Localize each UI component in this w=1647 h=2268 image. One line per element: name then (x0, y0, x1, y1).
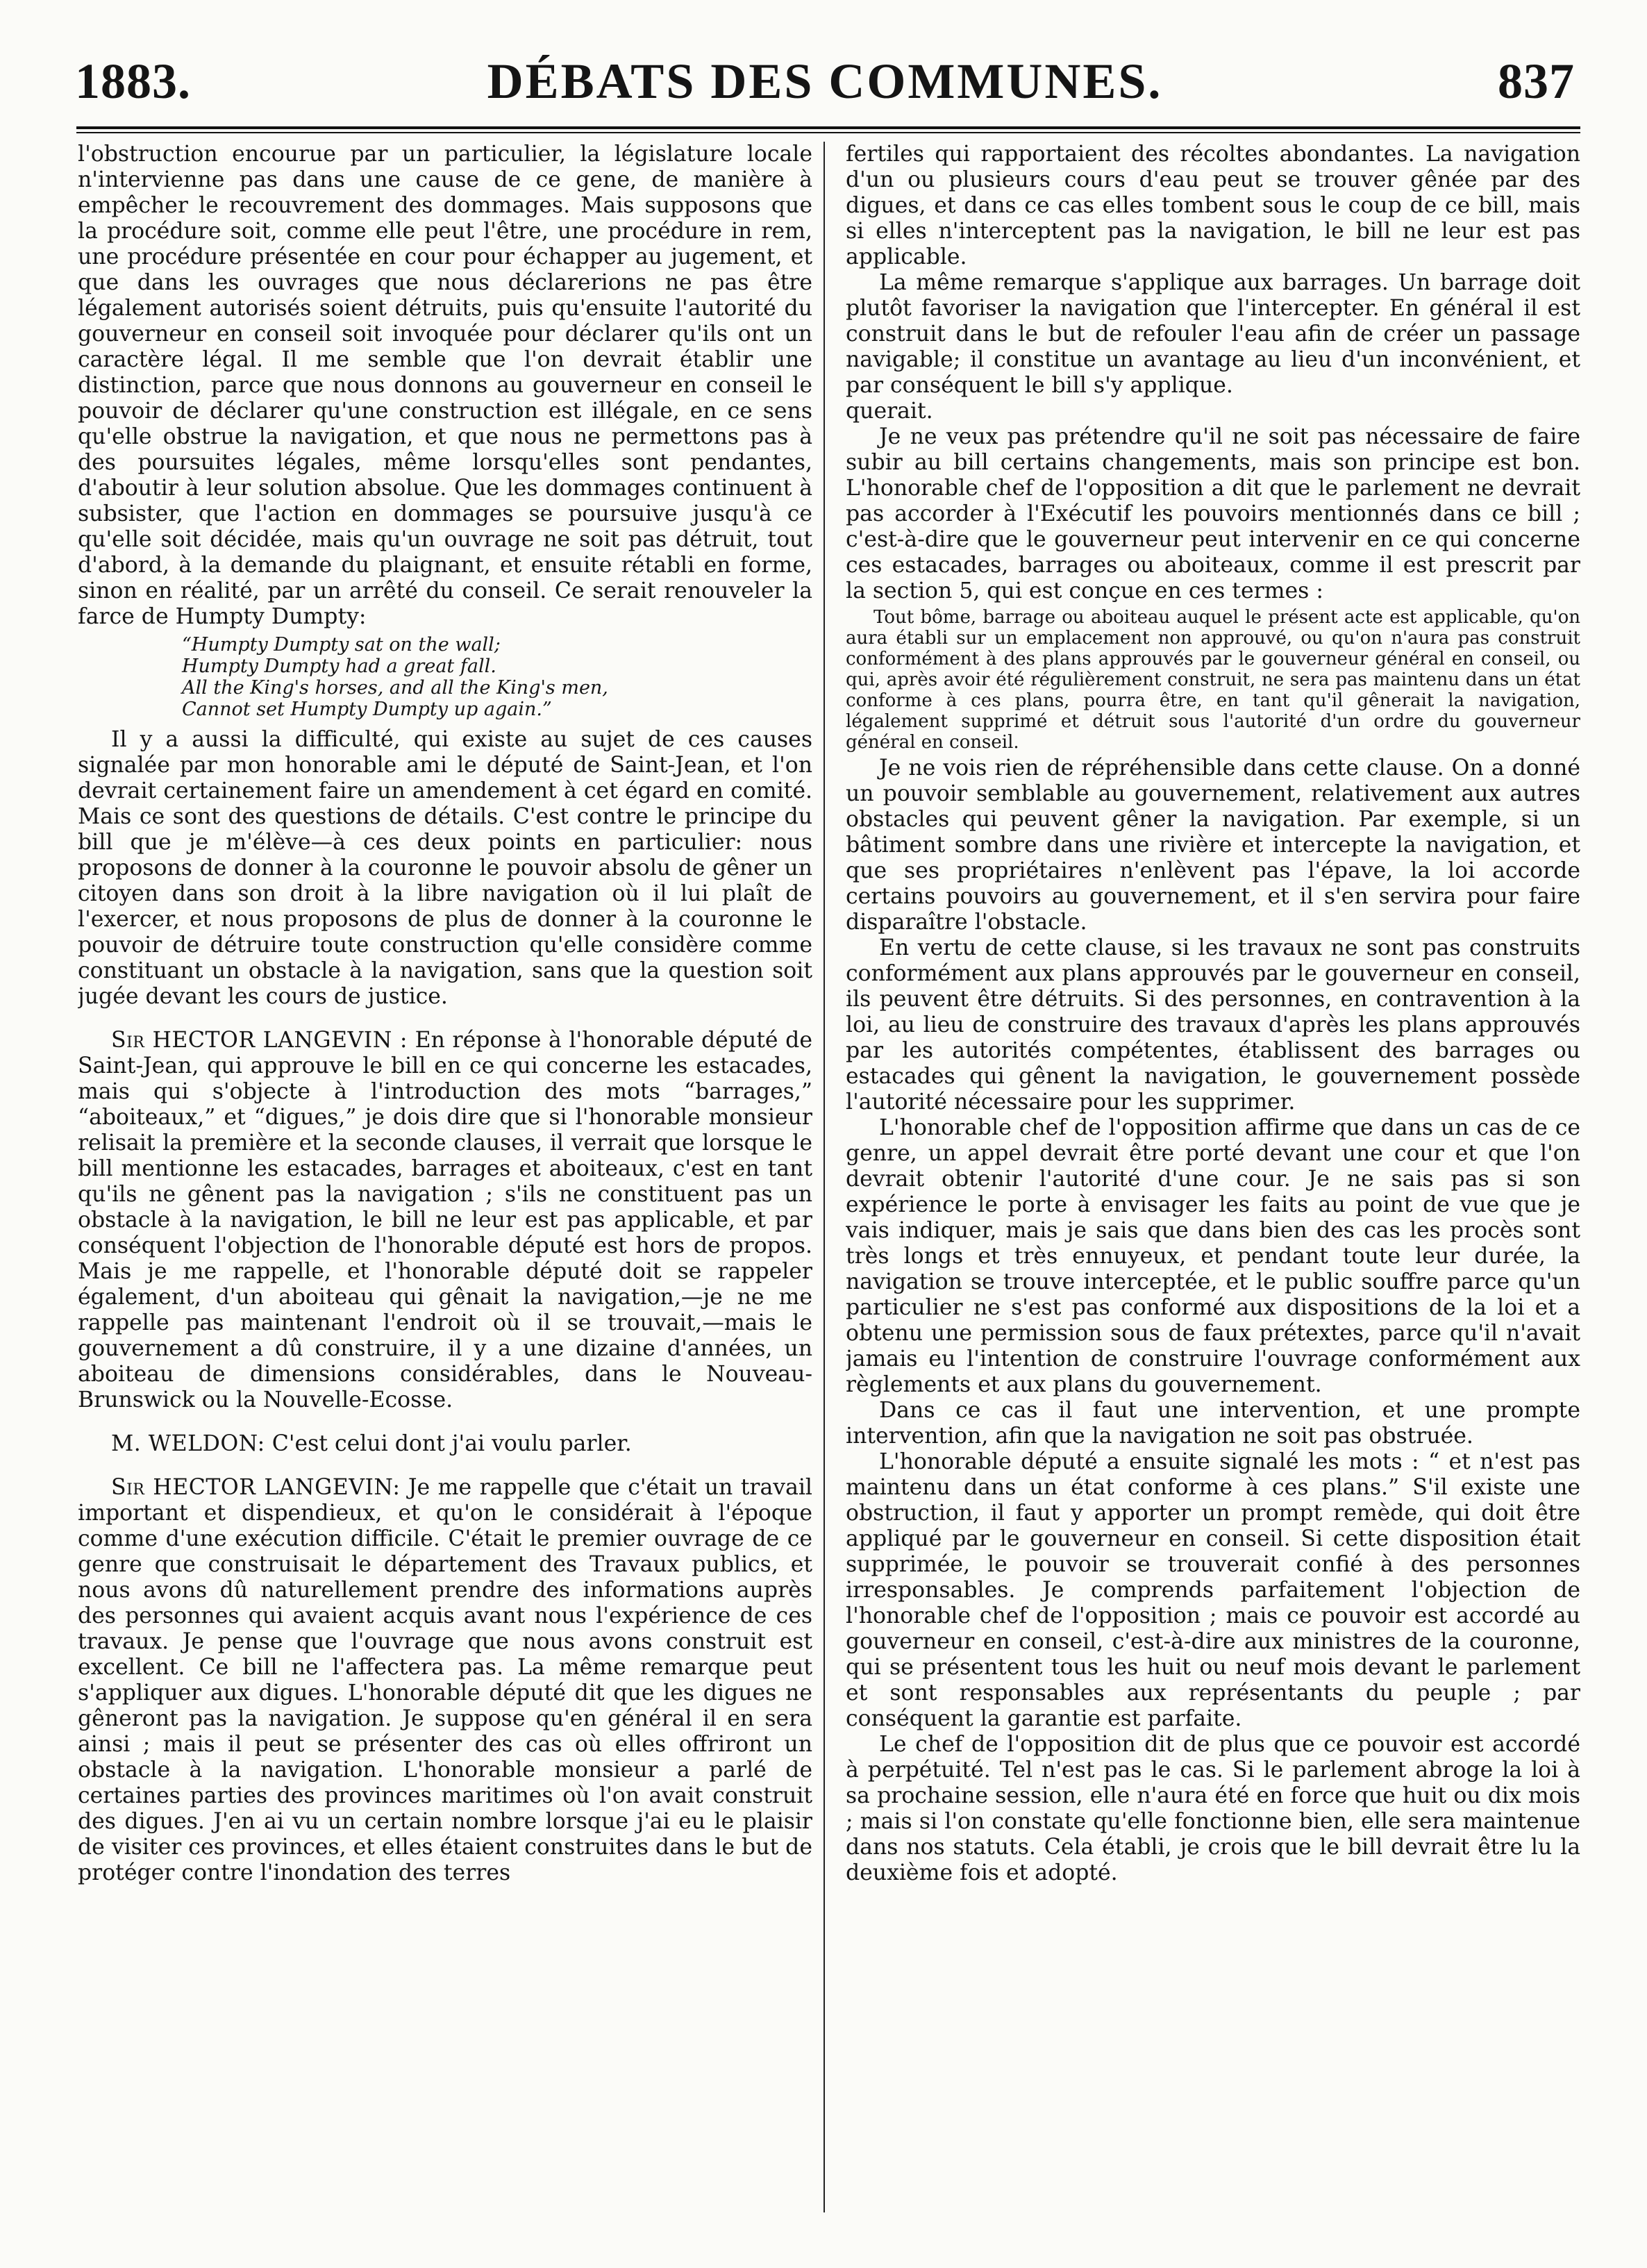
year: 1883. (75, 53, 191, 109)
speech-text: C'est celui dont j'ai voulu parler. (265, 1431, 632, 1456)
verse-line: Humpty Dumpty had a great fall. (182, 656, 496, 677)
quoted-section: Tout bôme, barrage ou aboiteau auquel le présent acte est applicable, qu'on aura établi sur un emplacement non approuvé, ou qu'on n'aura pas construit conformément à des plans approuvés par le gouverneur général en conseil, ou qui, après avoir été régulièrement construit, ne sera pas maintenu dans un état conforme à ces plans, pourra être, en tant qu'il gênerait la navigation, légalement supprimé et détruit sous l'autorité d'un ordre du gouverneur général en conseil. (846, 607, 1580, 753)
page-header (69, 47, 1580, 124)
paragraph: La même remarque s'applique aux barrages. Un barrage doit plutôt favoriser la navigation que l'intercepter. En général il est construit dans le but de refouler l'eau afin de créer un passage navigable; il constitue un avantage au lieu d'un inconvénient, et par conséquent le bill s'y applique. (846, 270, 1580, 398)
verse-line: All the King's horses, and all the King's men, (182, 677, 608, 699)
right-column (846, 142, 1580, 2240)
speaker-name: M. WELDON: (111, 1431, 265, 1456)
text-columns (69, 142, 1580, 2240)
paragraph: l'obstruction encourue par un particulier, la législature locale n'intervienne pas dans une cause de ce gene, de manière à empêcher le recouvrement des dommages. Mais supposons que la procédure soit, comme elle peut l'être, une procédure in rem, une procédure présentée en cour pour échapper au jugement, et que dans les ouvrages que nous déclarerions ne pas être légalement autorisés soient détruits, puis qu'ensuite l'autorité du gouverneur en conseil soit invoquée pour déclarer qu'ils ont un caractère légal. Il me semble que l'on devrait établir une distinction, parce que nous donnons au gouverneur en conseil le pouvoir de déclarer qu'une construction est illégale, en ce sens qu'elle obstrue la navigation, et que nous ne permettons pas à des poursuites légales, même lorsqu'elles sont pendantes, d'aboutir à leur solution absolue. Que les dommages continuent à subsister, que l'action en dommages se poursuive jusqu'à ce qu'elle soit décidée, mais qu'un ouvrage ne soit pas détruit, tout d'abord, à la demande du plaignant, et ensuite rétabli en forme, sinon en réalité, par un arrêté du conseil. Ce serait renouveler la farce de Humpty Dumpty: (78, 142, 812, 629)
paragraph: Il y a aussi la difficulté, qui existe au sujet de ces causes signalée par mon honorable ami le député de Saint-Jean, et l'on devrait certainement faire un amendement à cet égard en comité. Mais ce sont des questions de détails. C'est contre le principe du bill que je m'élève—à ces deux points en particulier: nous proposons de donner à la couronne le pouvoir absolu de gêner un citoyen dans son droit à la libre navigation où il lui plaît de l'exercer, et nous proposons de plus de donner à la couronne le pouvoir de détruire toute construction qu'elle considère comme constituant un obstacle à la navigation, sans que la question soit jugée devant les cours de justice. (78, 727, 812, 1009)
page-number: 837 (1498, 53, 1575, 109)
column-divider (824, 142, 825, 2212)
speech (78, 1028, 812, 1413)
paragraph: Je ne vois rien de répréhensible dans cette clause. On a donné un pouvoir semblable au gouvernement, relativement aux autres obstacles qui peuvent gêner la navigation. Par exemple, si un bâtiment sombre dans une rivière et intercepte la navigation, et que ses propriétaires n'enlèvent pas l'épave, la loi accorde certains pouvoirs au gouvernement, et il s'en servira pour faire disparaître l'obstacle. (846, 756, 1580, 935)
speech-text: En réponse à l'honorable député de Saint-Jean, qui approuve le bill en ce qui concerne les estacades, mais qui s'objecte à l'introduction des mots “barrages,” “aboiteaux,” et “digues,” je dois dire que si l'honorable monsieur relisait la première et la seconde clauses, il verrait que lorsque le bill mentionne les estacades, barrages et aboiteaux, c'est en tant qu'ils ne gênent pas la navigation ; s'ils ne constituent pas un obstacle à la navigation, le bill ne leur est pas applicable, et par conséquent l'objection de l'honorable député est hors de propos. Mais je me rappelle, et l'honorable député doit se rappeler également, d'un aboiteau qui gênait la navigation,—je ne me rappelle pas maintenant l'endroit où il se trouvait,—mais le gouvernement a dû construire, il y a une dizaine d'années, un aboiteau de dimensions considérables, dans le Nouveau-Brunswick ou la Nouvelle-Ecosse. (78, 1028, 812, 1412)
nursery-rhyme-quote (182, 634, 812, 720)
speech (78, 1431, 812, 1457)
speaker-name: Sir HECTOR LANGEVIN: (111, 1475, 401, 1500)
left-column (78, 142, 812, 2240)
statute-quote (846, 607, 1580, 753)
paragraph: En vertu de cette clause, si les travaux ne sont pas construits conformément aux plans approuvés par le gouverneur en conseil, ils peuvent être détruits. Si des personnes, en contravention à la loi, au lieu de construire des travaux d'après les plans approuvés par les autorités compétentes, établissent des barrages ou estacades qui gênent la navigation, le gouvernement possède l'autorité nécessaire pour les supprimer. (846, 935, 1580, 1115)
speech-text: Je me rappelle que c'était un travail important et dispendieux, et qu'on le considérait à l'époque comme d'une exécution difficile. C'était le premier ouvrage de ce genre que construisait le département des Travaux publics, et nous avons dû naturellement prendre des informations auprès des personnes qui avaient acquis avant nous l'expérience de ces travaux. Je pense que l'ouvrage que nous avons construit est excellent. Ce bill ne l'affectera pas. La même remarque peut s'appliquer aux digues. L'honorable député dit que les digues ne gêneront pas la navigation. Je suppose qu'en général il en sera ainsi ; mais il peut se présenter des cas où elles offriront un obstacle à la navigation. L'honorable monsieur a parlé de certaines parties des provinces maritimes où l'on avait construit des digues. J'en ai vu un certain nombre lorsque j'ai eu le plaisir de visiter ces provinces, et elles étaient construites dans le but de protéger contre l'inondation des terres (78, 1475, 812, 1885)
paragraph: Le chef de l'opposition dit de plus que ce pouvoir est accordé à perpétuité. Tel n'est pas le cas. Si le parlement abroge la loi à sa prochaine session, elle n'aura été en force que huit ou dix mois ; mais si l'on constate qu'elle fonctionne bien, elle sera maintenue dans nos statuts. Cela établi, je crois que le bill devrait être lu la deuxième fois et adopté. (846, 1732, 1580, 1885)
paragraph: Je ne veux pas prétendre qu'il ne soit pas nécessaire de faire subir au bill certains changements, mais son principe est bon. L'honorable chef de l'opposition a dit que le parlement ne devrait pas accorder à l'Exécutif les pouvoirs mentionnés dans ce bill ; c'est-à-dire que le gouverneur peut intervenir en ce qui concerne ces estacades, barrages ou aboiteaux, comme il est prescrit par la section 5, qui est conçue en ces termes : (846, 424, 1580, 603)
header-rule (76, 126, 1580, 129)
paragraph: L'honorable député a ensuite signalé les mots : “ et n'est pas maintenu dans un état conforme à ces plans.” S'il existe une obstruction, il faut y apporter un prompt remède, qui doit être appliqué par le gouverneur en conseil. Si cette disposition était supprimée, le pouvoir se trouverait confié à des personnes irresponsables. Je comprends parfaitement l'objection de l'honorable chef de l'opposition ; mais ce pouvoir est accordé au gouverneur en conseil, c'est-à-dire aux ministres de la couronne, qui se présentent tous les huit ou neuf mois devant le parlement et sont responsables aux représentants du peuple ; par conséquent la garantie est parfaite. (846, 1449, 1580, 1731)
paragraph: Dans ce cas il faut une intervention, et une prompte intervention, afin que la navigation ne soit pas obstruée. (846, 1398, 1580, 1449)
verse-line: Cannot set Humpty Dumpty up again.” (182, 699, 552, 720)
paragraph-end: querait. (846, 399, 933, 424)
paragraph: fertiles qui rapportaient des récoltes abondantes. La navigation d'un ou plusieurs cours d'eau peut se trouver gênée par des digues, et dans ce cas elles tombent sous le coup de ce bill, mais si elles n'interceptent pas la navigation, le bill ne leur est pas applicable. (846, 142, 1580, 269)
header-rule-thin (76, 132, 1580, 133)
speaker-name: Sir HECTOR LANGEVIN : (111, 1028, 408, 1053)
paragraph: L'honorable chef de l'opposition affirme que dans un cas de ce genre, un appel devrait être porté devant une cour et que l'on devrait obtenir l'autorité d'une cour. Je ne sais pas si son expérience le porte à envisager les faits au point de vue que je vais indiquer, mais je sais que dans bien des cas les procès sont très longs et très ennuyeux, et pendant toute leur durée, la navigation se trouve interceptée, et le public souffre parce qu'un particulier ne s'est pas conformé aux dispositions de la loi et a obtenu une permission sous de faux prétextes, parce qu'il n'avait jamais eu l'intention de construire l'ouvrage conformément aux règlements et aux plans du gouvernement. (846, 1115, 1580, 1397)
verse-line: “Humpty Dumpty sat on the wall; (182, 634, 501, 656)
journal-title: DÉBATS DES COMMUNES. (487, 53, 1163, 109)
speech (78, 1475, 812, 1886)
